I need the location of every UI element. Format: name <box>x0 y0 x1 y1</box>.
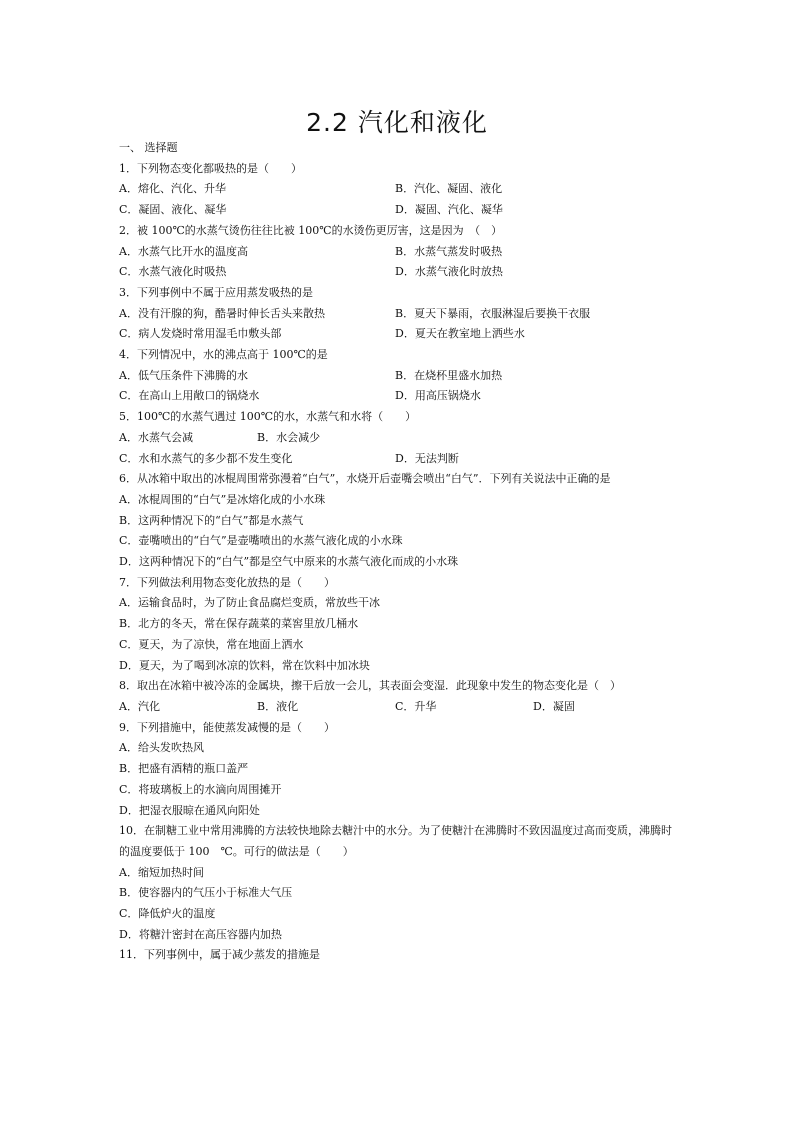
option-row <box>119 449 679 470</box>
option-c: C．将玻璃板上的水滴向周围摊开 <box>119 782 282 796</box>
option-b: B．水蒸气蒸发时吸热 <box>395 244 503 258</box>
option-row <box>119 179 679 200</box>
option-row <box>119 366 679 387</box>
question-stem: 5．100℃的水蒸气遇过 100℃的水，水蒸气和水将（ ） <box>119 410 417 424</box>
question-stem: 11．下列事例中，属于减少蒸发的措施是 <box>119 948 320 962</box>
question-stem: 2．被 100℃的水蒸气烫伤往往比被 100℃的水烫伤更厉害，这是因为 （ ） <box>119 223 503 237</box>
option-c: C．水蒸气液化时吸热 <box>119 265 227 279</box>
option-a: A．低气压条件下沸腾的水 <box>119 368 248 382</box>
page-title: 2.2 汽化和液化 <box>306 108 488 137</box>
section-heading: 一、 选择题 <box>119 141 178 154</box>
option-row <box>119 262 679 283</box>
question-stem: 3．下列事例中不属于应用蒸发吸热的是 <box>119 285 313 299</box>
option-d: D．无法判断 <box>395 451 459 465</box>
option-row <box>119 386 679 407</box>
option-a: A．没有汗腺的狗，酷暑时伸长舌头来散热 <box>119 306 325 320</box>
option-row <box>119 242 679 263</box>
question-stem: 10．在制糖工业中常用沸腾的方法较快地除去糖汁中的水分。为了使糖汁在沸腾时不致因温度过高而变质，沸腾时的温度要低于 100 ℃。可行的做法是（ ） <box>119 824 672 858</box>
option-d: D．凝固 <box>533 699 575 713</box>
option-d: D．凝固、汽化、凝华 <box>395 203 503 217</box>
option-a: A．水蒸气比开水的温度高 <box>119 244 248 258</box>
option-c: C．降低炉火的温度 <box>119 907 216 921</box>
option-d: D．把湿衣服晾在通风向阳处 <box>119 803 260 817</box>
option-b: B．使容器内的气压小于标准大气压 <box>119 886 293 900</box>
option-row <box>119 697 679 718</box>
option-c: C．升华 <box>395 699 437 713</box>
option-a: A．缩短加热时间 <box>119 865 204 879</box>
option-row <box>119 304 679 325</box>
option-d: D．夏天，为了喝到冰凉的饮料，常在饮料中加冰块 <box>119 658 370 672</box>
question-stem: 9．下列措施中，能使蒸发减慢的是（ ） <box>119 720 335 734</box>
option-row <box>119 428 679 449</box>
option-d: D．用高压锅烧水 <box>395 389 481 403</box>
option-a: A．运输食品时，为了防止食品腐烂变质，常放些干冰 <box>119 596 380 610</box>
option-b: B．这两种情况下的“白气”都是水蒸气 <box>119 513 304 527</box>
option-c: C．凝固、液化、凝华 <box>119 203 227 217</box>
option-a: A．水蒸气会减 <box>119 430 193 444</box>
option-a: A．熔化、汽化、升华 <box>119 182 226 196</box>
option-a: A．汽化 <box>119 699 160 713</box>
option-d: D．水蒸气液化时放热 <box>395 265 503 279</box>
question-stem: 8．取出在冰箱中被冷冻的金属块，擦干后放一会儿，其表面会变湿．此现象中发生的物态变化是（ ） <box>119 679 621 693</box>
option-d: D．将糖汁密封在高压容器内加热 <box>119 927 282 941</box>
option-b: B．在烧杯里盛水加热 <box>395 368 503 382</box>
option-c: C．水和水蒸气的多少都不发生变化 <box>119 451 293 465</box>
option-b: B．北方的冬天，常在保存蔬菜的菜窖里放几桶水 <box>119 617 359 631</box>
option-c: C．夏天，为了凉快，常在地面上洒水 <box>119 637 304 651</box>
question-stem: 4．下列情况中，水的沸点高于 100℃的是 <box>119 348 328 362</box>
option-c: C．病人发烧时常用湿毛巾敷头部 <box>119 327 282 341</box>
question-stem: 7．下列做法利用物态变化放热的是（ ） <box>119 575 335 589</box>
option-b: B．把盛有酒精的瓶口盖严 <box>119 762 249 776</box>
question-list <box>119 138 679 966</box>
question-stem: 1．下列物态变化都吸热的是（ ） <box>119 161 302 175</box>
option-d: D．夏天在教室地上洒些水 <box>395 327 525 341</box>
option-a: A．冰棍周围的“白气”是冰熔化成的小水珠 <box>119 492 326 506</box>
option-b: B．夏天下暴雨，衣服淋湿后要换干衣服 <box>395 306 591 320</box>
option-c: C．在高山上用敞口的锅烧水 <box>119 389 260 403</box>
option-row <box>119 200 679 221</box>
option-a: A．给头发吹热风 <box>119 741 204 755</box>
option-b: B．汽化、凝固、液化 <box>395 182 503 196</box>
option-row <box>119 324 679 345</box>
option-c: C．壶嘴喷出的“白气”是壶嘴喷出的水蒸气液化成的小水珠 <box>119 534 403 548</box>
option-b: B．水会减少 <box>257 430 321 444</box>
question-stem: 6．从冰箱中取出的冰棍周围常弥漫着“白气”，水烧开后壶嘴会喷出“白气”．下列有关说法中正确的是 <box>119 472 611 486</box>
option-b: B．液化 <box>257 699 299 713</box>
option-d: D．这两种情况下的“白气”都是空气中原来的水蒸气液化而成的小水珠 <box>119 555 459 569</box>
